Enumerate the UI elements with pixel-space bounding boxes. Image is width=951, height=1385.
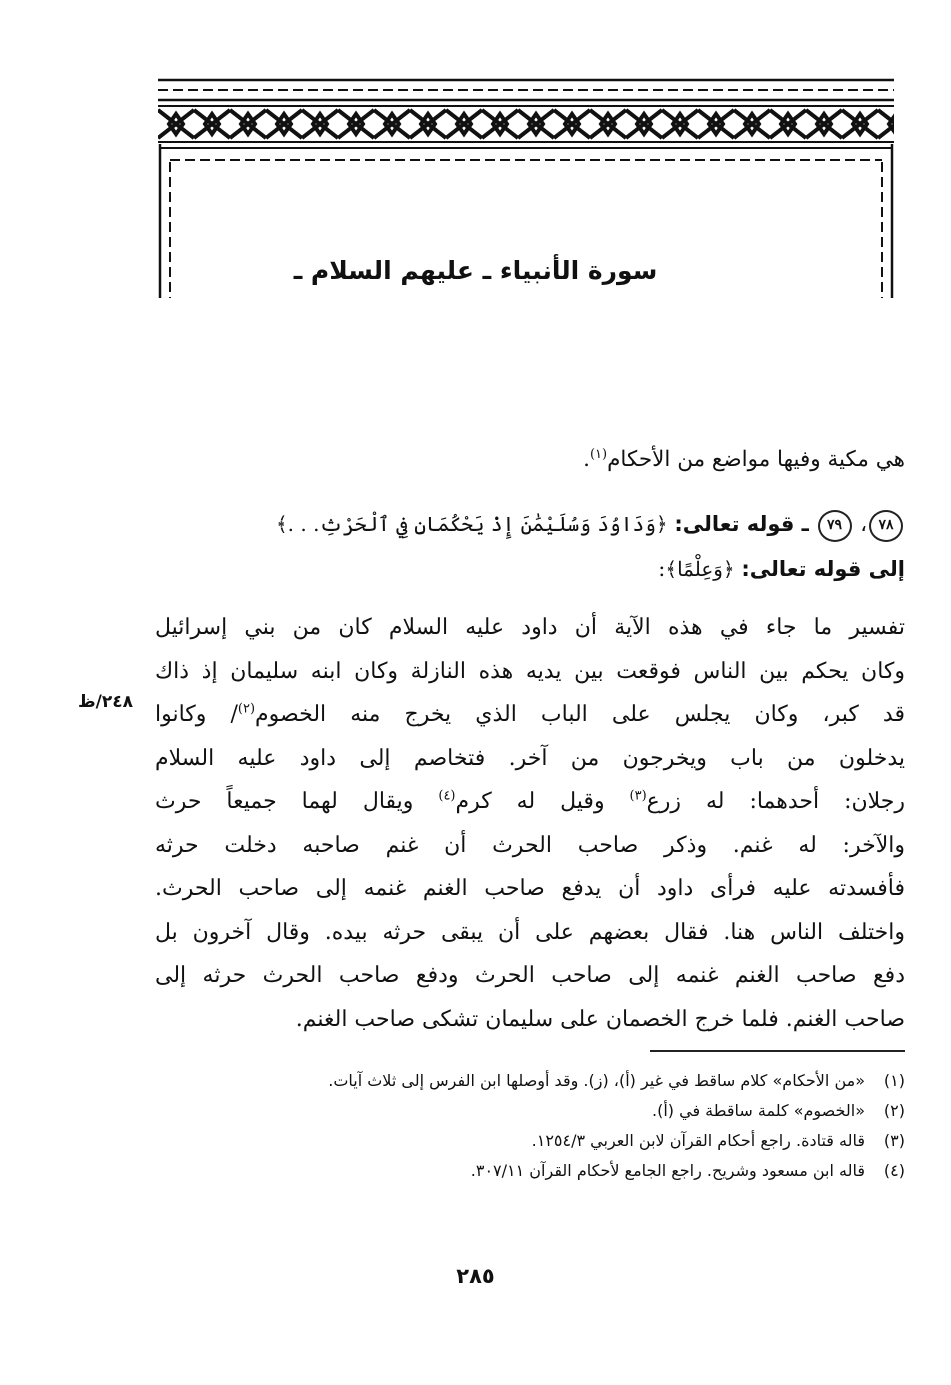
lattice-motif (806, 110, 842, 138)
body-line-4: يدخلون من باب ويخرجون من آخر. فتخاصم إلى داود عليه السلام (155, 745, 905, 771)
lattice-motif (230, 110, 266, 138)
lattice-motif (410, 110, 446, 138)
footnote-number: (١) (883, 1071, 905, 1090)
lattice-motif (698, 110, 734, 138)
lattice-motif (878, 110, 894, 138)
body-line-3-text: قد كبر، وكان يجلس على الباب الذي يخرج منه الخصوم (255, 702, 905, 727)
body-line-5-text: رجلان: أحدهما: له زرع (646, 789, 906, 814)
footnote-text: قاله ابن مسعود وشريح. راجع الجامع لأحكام القرآن ٣٠٧/١١. (470, 1161, 865, 1180)
footnote-number: (٣) (883, 1131, 905, 1150)
ayah-separator: ، (860, 512, 867, 536)
lattice-motif (338, 110, 374, 138)
body-line-9: دفع صاحب الغنم غنمه إلى صاحب الحرث ودفع صاحب الحرث حرثه إلى (155, 963, 905, 988)
manuscript-folio-note: ٢٤٨/ظ (78, 692, 134, 712)
verse-label-2: إلى قوله تعالى: (741, 557, 905, 581)
intro-end: . (583, 447, 590, 472)
chapter-title: سورة الأنبياء ـ عليهم السلام ـ (293, 256, 658, 285)
ayah-number-79: ٧٩ (818, 510, 852, 542)
body-line-5-tail: ويقال لهما جميعاً حرث (155, 789, 414, 814)
page-number: ٢٨٥ (456, 1264, 495, 1288)
lattice-motif (518, 110, 554, 138)
lattice-motif (266, 110, 302, 138)
footnote-text: «من الأحكام» كلام ساقط في غير (أ)، (ز). وقد أوصلها ابن الفرس إلى ثلاث آيات. (328, 1071, 865, 1090)
body-line-3-tail: / وكانوا (155, 702, 238, 727)
footnote-text: «الخصوم» كلمة ساقطة في (أ). (652, 1101, 865, 1120)
footnote-item (155, 1066, 905, 1096)
verse-end: : (658, 557, 666, 581)
intro-paragraph (155, 440, 905, 480)
lattice-motif (554, 110, 590, 138)
verse-label: ـ قوله تعالى: (674, 512, 809, 536)
lattice-motif (158, 110, 194, 138)
lattice-motif (734, 110, 770, 138)
body-line-7: فأفسدته عليه فرأى داود أن يدفع صاحب الغنم غنمه إلى صاحب الحرث. (155, 876, 905, 901)
intro-text: هي مكية وفيها مواضع من الأحكام (607, 447, 905, 472)
body-line-2: وكان يحكم بين الناس فوقعت بين يديه هذه النازلة وكان ابنه سليمان إذ ذاك (155, 658, 905, 684)
lattice-motif (482, 110, 518, 138)
lattice-motif (770, 110, 806, 138)
ayah-number-78: ٧٨ (869, 510, 903, 542)
footnote-ref-2: (٢) (237, 701, 256, 717)
verse-heading (155, 502, 905, 592)
lattice-motif (302, 110, 338, 138)
body-line-10: صاحب الغنم. فلما خرج الخصمان على سليمان تشكى صاحب الغنم. (295, 1006, 905, 1032)
lattice-motif (662, 110, 698, 138)
body-line-6: والآخر: له غنم. وذكر صاحب الحرث أن غنم صاحبه دخلت حرثه (155, 832, 905, 858)
body-line-8: واختلف الناس هنا. فقال بعضهم على أن يبقى حرثه بيده. وقال آخرون بل (155, 919, 905, 945)
body-line-1: تفسير ما جاء في هذه الآية أن داود عليه السلام كان من بني إسرائيل (155, 615, 905, 640)
footnote-ref-1: (١) (589, 446, 608, 462)
footnote-item (155, 1156, 905, 1186)
footnote-text: قاله قتادة. راجع أحكام القرآن لابن العربي ١٢٥٤/٣. (531, 1131, 865, 1150)
footnote-ref-3: (٣) (629, 788, 647, 804)
verse-quote: ﴿وَدَاوُدَ وَسُلَيْمَٰنَ إِذْ يَحْكُمَانِ فِي ٱلْحَرْثِ. . .﴾ (275, 512, 668, 536)
verse-quote-2: ﴿وَعِلْمًا﴾ (665, 557, 735, 581)
footnote-divider (650, 1050, 905, 1052)
footnote-number: (٢) (883, 1101, 905, 1120)
body-line-5 (155, 780, 905, 824)
footnotes (155, 1066, 905, 1186)
lattice-motif (626, 110, 662, 138)
lattice-motif (194, 110, 230, 138)
body-line-5-mid: وقيل له كرم (455, 789, 605, 814)
lattice-motif (842, 110, 878, 138)
footnote-ref-4: (٤) (438, 788, 456, 804)
body-paragraph (155, 606, 905, 1041)
footnote-number: (٤) (883, 1161, 905, 1180)
footnote-item (155, 1096, 905, 1126)
lattice-motif (374, 110, 410, 138)
lattice-motif (446, 110, 482, 138)
lattice-motif (590, 110, 626, 138)
body-line-3 (155, 693, 905, 737)
footnote-item (155, 1126, 905, 1156)
